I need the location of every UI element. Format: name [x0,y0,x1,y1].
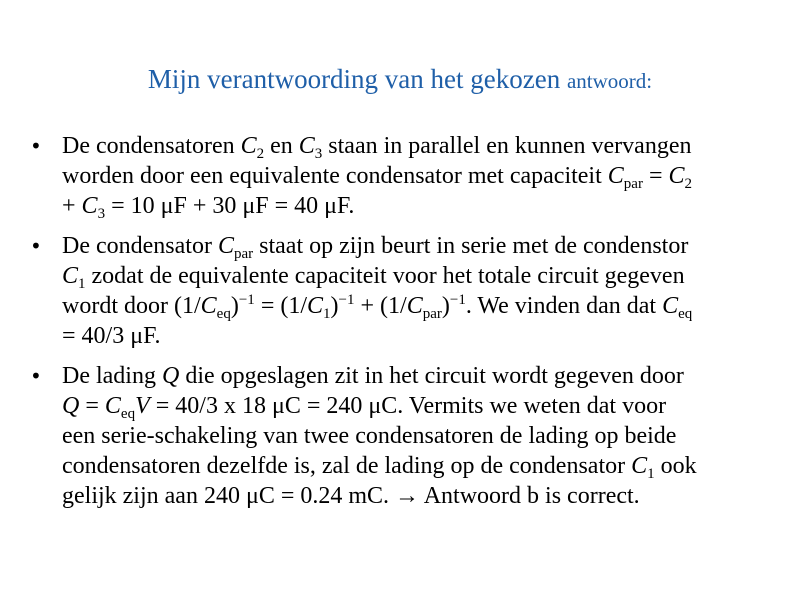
text-line [62,361,775,391]
bullet-item-parallel [30,131,775,221]
var-c: C [662,293,679,319]
bullet-item-charge [30,361,775,511]
subscript: 3 [314,146,323,162]
text-line [62,321,775,351]
var-c: C [217,233,234,259]
var-c: C [631,453,648,479]
subscript: eq [120,406,136,422]
subscript: 1 [323,306,331,322]
text-run: = 10 μF + 30 μF = 40 μF. [105,193,355,219]
text-line [62,131,775,161]
bullet-dot: • [30,364,42,388]
text-run: Antwoord b is correct. [419,483,640,509]
text-run: = [79,393,105,419]
text-run: ook [654,453,697,479]
var-v: V [135,393,150,419]
var-c: C [298,133,315,159]
arrow-right-icon: → [395,483,420,509]
superscript: −1 [338,292,355,308]
text-run: en [264,133,299,159]
text-run: De condensatoren [62,133,241,159]
subscript: eq [216,306,231,322]
var-c: C [307,293,324,319]
text-run: + (1/ [354,293,407,319]
subscript: eq [678,306,693,322]
text-run: zodat de equivalente capaciteit voor het totale circuit gegeven [85,263,685,289]
var-c: C [62,263,79,289]
var-c: C [668,163,685,189]
text-line [62,231,775,261]
text-run: een serie-schakeling van twee condensatoren de lading op beide [62,423,677,449]
var-q: Q [62,393,80,419]
var-c: C [81,193,98,219]
text-line [62,161,775,191]
text-line [62,291,775,321]
subscript: par [422,306,442,322]
text-run: gelijk zijn aan 240 μC = 0.24 mC. [62,483,396,509]
var-c: C [104,393,121,419]
text-run: condensatoren dezelfde is, zal de lading op de condensator [62,453,632,479]
text-run: . We vinden dan dat [465,293,663,319]
text-line [62,421,775,451]
text-run: worden door een equivalente condensator met capaciteit [62,163,608,189]
text-run: + [62,193,82,219]
subscript: par [623,176,643,192]
subscript: 2 [684,176,692,192]
text-run: De condensator [62,233,218,259]
text-run: = 40/3 x 18 μC = 240 μC. Vermits we weten dat voor [149,393,667,419]
text-run: = (1/ [254,293,308,319]
text-run: ) [330,293,339,319]
text-run: die opgeslagen zit in het circuit wordt gegeven door [179,363,684,389]
text-line [62,261,775,291]
bullet-item-series [30,231,775,351]
bullet-dot: • [30,234,42,258]
var-c: C [607,163,624,189]
text-line [62,481,775,511]
bullet-dot: • [30,134,42,158]
subscript: 3 [97,206,106,222]
slide-title [0,62,800,98]
text-line [62,391,775,421]
text-run: wordt door (1/ [62,293,201,319]
text-run: = [642,163,669,189]
var-q: Q [161,363,180,389]
title-tail: antwoord: [566,69,653,93]
text-run: = 40/3 μF. [62,323,161,349]
superscript: −1 [449,292,466,308]
text-run: staan in parallel en kunnen vervangen [322,133,692,159]
text-run: staat op zijn beurt in serie met de condenstor [253,233,689,259]
subscript: 1 [78,276,86,292]
text-run: ) [441,293,450,319]
var-c: C [200,293,217,319]
var-c: C [406,293,423,319]
subscript: 1 [647,466,655,482]
subscript: par [233,246,254,262]
title-main: Mijn verantwoording van het gekozen [147,64,561,94]
text-run: De lading [62,363,162,389]
superscript: −1 [238,292,255,308]
text-run: ) [230,293,239,319]
var-c: C [240,133,257,159]
text-line [62,191,775,221]
subscript: 2 [256,146,265,162]
bullet-list [30,131,775,521]
text-line [62,451,775,481]
